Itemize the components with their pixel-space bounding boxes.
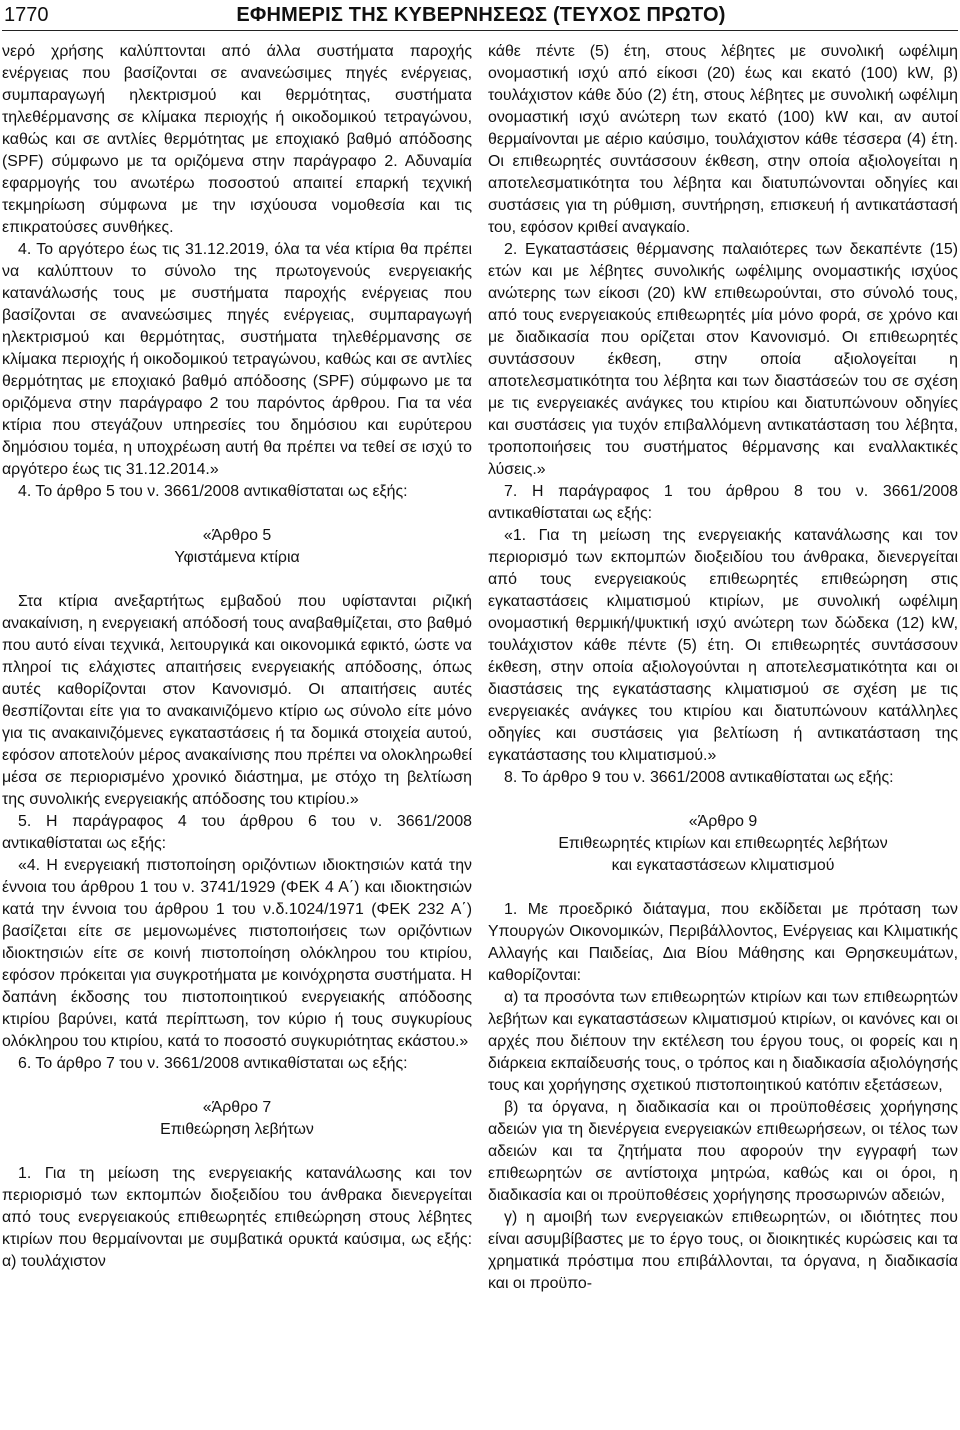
article-heading: «Άρθρο 7: [202, 1099, 272, 1116]
paragraph: α) τα προσόντα των επιθεωρητών κτιρίων και των επιθεωρητών λεβήτων και εγκαταστάσεων κλιματισμού κτιρίων, οι κανόνες και οι αρχές που διέπουν την εκτέλεση του έργου τους, οι φορείς και η διάρκεια εκπαίδευσής τους, ο τρόπος και η διαδικασία αξιολόγησής τους και χορήγησης σχετικού πιστοποιητικού κατόπιν εξετάσεων,: [488, 989, 958, 1094]
page-header: [2, 0, 958, 31]
page-number: 1770: [4, 3, 49, 26]
spacer: [2, 503, 472, 525]
left-column: [2, 41, 472, 1295]
article-heading: και εγκαταστάσεων κλιματισμού: [611, 857, 835, 874]
spacer: [488, 789, 958, 811]
paragraph: 1. Με προεδρικό διάταγμα, που εκδίδεται με πρόταση των Υπουργών Οικονομικών, Περιβάλλοντος, Ενέργειας και Κλιματικής Αλλαγής και Παιδείας, Δια Βίου Μάθησης και Θρησκευμάτων, καθορίζονται:: [488, 901, 958, 984]
article-heading: Επιθεώρηση λεβήτων: [160, 1121, 314, 1138]
paragraph: 5. Η παράγραφος 4 του άρθρου 6 του ν. 3661/2008 αντικαθίσταται ως εξής:: [2, 813, 472, 852]
paragraph: «1. Για τη μείωση της ενεργειακής κατανάλωσης και τον περιορισμό των εκπομπών διοξειδίου του άνθρακα, διενεργείται από τους ενεργειακούς επιθεωρητές επιθεώρηση στις εγκαταστάσεις κλιματισμού κτιρίων, με συνολική ωφέλιμη ονομαστική θερμική/ψυκτική ισχύ ανώτερη των δώδεκα (12) kW, τουλάχιστον κάθε πέντε (5) έτη. Οι επιθεωρητές συντάσσουν έκθεση, στην οποία αξιολογούνται η αποτελεσματικότητα και οι διαστάσεις της εγκατάστασης κλιματισμού σε σχέση με τις ενεργειακές ανάγκες του κτιρίου και διατυπώνουν κατάλληλες οδηγίες και συστάσεις για βελτίωση ή αντικατάσταση της εγκατάστασης του κλιματισμού.»: [488, 527, 958, 764]
right-column: [488, 41, 958, 1295]
paragraph: «4. Η ενεργειακή πιστοποίηση οριζόντιων ιδιοκτησιών κατά την έννοια του άρθρου 1 του ν. 3741/1929 (ΦΕΚ 4 Α΄) και ιδιοκτησιών κατά την έννοια του άρθρου 1 του ν.δ.1024/1971 (ΦΕΚ 232 Α΄) βασίζεται είτε σε μεμονωμένες πιστοποιήσεις των οριζόντιων ιδιοκτησιών είτε σε κοινή πιστοποίηση ολόκληρου του κτιρίου, εφόσον πρόκειται για συγκροτήματα με κοινόχρηστα συστήματα. Η δαπάνη έκδοσης του πιστοποιητικού ενεργειακής απόδοσης κτιρίου βαρύνει, κατά περίπτωση, τον κύριο ή τους συγκυρίους ολόκληρου του κτιρίου, κατά το ποσοστό συγκυριότητας εκάστου.»: [2, 857, 472, 1050]
paragraph: νερό χρήσης καλύπτονται από άλλα συστήματα παροχής ενέργειας που βασίζονται σε ανανεώσιμες πηγές ενέργειας, συμπαραγωγή ηλεκτρισμού και θερμότητας, συστήματα τηλεθέρμανσης σε κλίμακα περιοχής ή οικοδομικού τετραγώνου, καθώς και σε αντλίες θερμότητας με εποχιακό βαθμό απόδοσης (SPF) σύμφωνο με τα οριζόμενα στην παράγραφο 2. Αδυναμία εφαρμογής του ανωτέρω ποσοστού απαιτεί επαρκή τεχνική τεκμηρίωση σύμφωνα με την ισχύουσα νομοθεσία και τις επικρατούσες συνθήκες.: [2, 43, 472, 236]
spacer: [2, 1075, 472, 1097]
text-columns: [2, 41, 958, 1295]
paragraph: 1. Για τη μείωση της ενεργειακής κατανάλωσης και τον περιορισμό των εκπομπών διοξειδίου του άνθρακα διενεργείται από τους ενεργειακούς επιθεωρητές επιθεώρηση στους λέβητες κτιρίων που θερμαίνονται με συμβατικά ορυκτά καύσιμα, ως εξής: α) τουλάχιστον: [2, 1165, 472, 1270]
paragraph: Στα κτίρια ανεξαρτήτως εμβαδού που υφίστανται ριζική ανακαίνιση, η ενεργειακή απόδοσή τους αναβαθμίζεται, στο βαθμό που αυτό είναι τεχνικά, λειτουργικά και οικονομικά εφικτό, ώστε να πληροί τις ελάχιστες απαιτήσεις ενεργειακής απόδοσης, όπως αυτές καθορίζονται στον Κανονισμό. Οι απαιτήσεις αυτές θεσπίζονται είτε για το ανακαινιζόμενο κτίριο ως σύνολο είτε μόνο για τις ανακαινιζόμενες εγκαταστάσεις ή τα δομικά στοιχεία αυτού, εφόσον αποτελούν μέρος ανακαίνισης που πρέπει να ολοκληρωθεί μέσα σε περιορισμένο χρονικό διάστημα, με στόχο τη βελτίωση της συνολικής ενεργειακής απόδοσης του κτιρίου.»: [2, 593, 472, 808]
paragraph: 4. Το άρθρο 5 του ν. 3661/2008 αντικαθίσταται ως εξής:: [18, 483, 408, 500]
article-heading: «Άρθρο 9: [688, 813, 758, 830]
paragraph: κάθε πέντε (5) έτη, στους λέβητες με συνολική ωφέλιμη ονομαστική ισχύ από είκοσι (20) έως και εκατό (100) kW, β) τουλάχιστον κάθε δύο (2) έτη, στους λέβητες με συνολική ωφέλιμη ονομαστική ισχύ ανώτερη των εκατό (100) kW και, αν αυτοί θερμαίνονται με αέριο καύσιμο, τουλάχιστον κάθε τέσσερα (4) έτη. Οι επιθεωρητές συντάσσουν έκθεση, στην οποία αξιολογείται η αποτελεσματικότητα του λέβητα και διατυπώνονται οδηγίες και συστάσεις για τη ρύθμιση, συντήρηση, επισκευή ή αντικατάστασή του, εφόσον κριθεί αναγκαίο.: [488, 43, 958, 236]
spacer: [488, 877, 958, 899]
paragraph: 8. Το άρθρο 9 του ν. 3661/2008 αντικαθίσταται ως εξής:: [504, 769, 894, 786]
paragraph: 2. Εγκαταστάσεις θέρμανσης παλαιότερες των δεκαπέντε (15) ετών και με λέβητες συνολικής ωφέλιμης ονομαστικής ισχύος ανώτερης των είκοσι (20) kW επιθεωρούνται, στο σύνολό τους, από τους ενεργειακούς επιθεωρητές μία μόνο φορά, σε χρόνο και με διαδικασία που ορίζεται στον Κανονισμό. Οι επιθεωρητές συντάσσουν έκθεση, στην οποία αξιολογείται η αποτελεσματικότητα του λέβητα και των διαστάσεών του σε σχέση με τις ενεργειακές ανάγκες του κτιρίου και διατυπώνουν οδηγίες και συστάσεις για τυχόν επιβαλλόμενη αντικατάσταση του λέβητα, τροποποιήσεις του συστήματος θέρμανσης και εναλλακτικές λύσεις.»: [488, 241, 958, 478]
spacer: [2, 1141, 472, 1163]
paragraph: β) τα όργανα, η διαδικασία και οι προϋποθέσεις χορήγησης αδειών για τη διενέργεια ενεργειακών επιθεωρήσεων, οι τέλος των αδειών και τα ζητήματα που αφορούν την εγγραφή των επιθεωρητών σε αντίστοιχα μητρώα, καθώς και οι όροι, η διαδικασία και οι προϋποθέσεις χορήγησης προσωρινών αδειών,: [488, 1099, 958, 1204]
article-heading: «Άρθρο 5: [202, 527, 272, 544]
paragraph: γ) η αμοιβή των ενεργειακών επιθεωρητών, οι ιδιότητες που είναι ασυμβίβαστες με το έργο τους, οι διοικητικές κυρώσεις και τα χρηματικά πρόστιμα που επιβάλλονται, τα όργανα, η διαδικασία και οι προϋπο-: [488, 1209, 958, 1292]
paragraph: 6. Το άρθρο 7 του ν. 3661/2008 αντικαθίσταται ως εξής:: [18, 1055, 408, 1072]
paragraph: 4. Το αργότερο έως τις 31.12.2019, όλα τα νέα κτίρια θα πρέπει να καλύπτουν το σύνολο της πρωτογενούς ενεργειακής κατανάλωσής τους με συστήματα παροχής ενέργειας που βασίζονται σε ανανεώσιμες πηγές ενέργειας, συμπαραγωγή ηλεκτρισμού και θερμότητας, συστήματα τηλεθέρμανσης σε κλίμακα περιοχής ή οικοδομικού τετραγώνου, καθώς και σε αντλίες θερμότητας με εποχιακό βαθμό απόδοσης (SPF) σύμφωνο με τα οριζόμενα στην παράγραφο 2 του παρόντος άρθρου. Για τα νέα κτίρια που στεγάζουν υπηρεσίες του δημόσιου και ευρύτερου δημόσιου τομέα, η υποχρέωση αυτή θα πρέπει να τεθεί σε ισχύ το αργότερο έως τις 31.12.2014.»: [2, 241, 472, 478]
article-heading: Υφιστάμενα κτίρια: [174, 549, 300, 566]
paragraph: 7. Η παράγραφος 1 του άρθρου 8 του ν. 3661/2008 αντικαθίσταται ως εξής:: [488, 483, 958, 522]
article-heading: Επιθεωρητές κτιρίων και επιθεωρητές λεβήτων: [558, 835, 888, 852]
journal-title: ΕΦΗΜΕΡΙΣ ΤΗΣ ΚΥΒΕΡΝΗΣΕΩΣ (ΤΕΥΧΟΣ ΠΡΩΤΟ): [236, 3, 726, 26]
spacer: [2, 569, 472, 591]
